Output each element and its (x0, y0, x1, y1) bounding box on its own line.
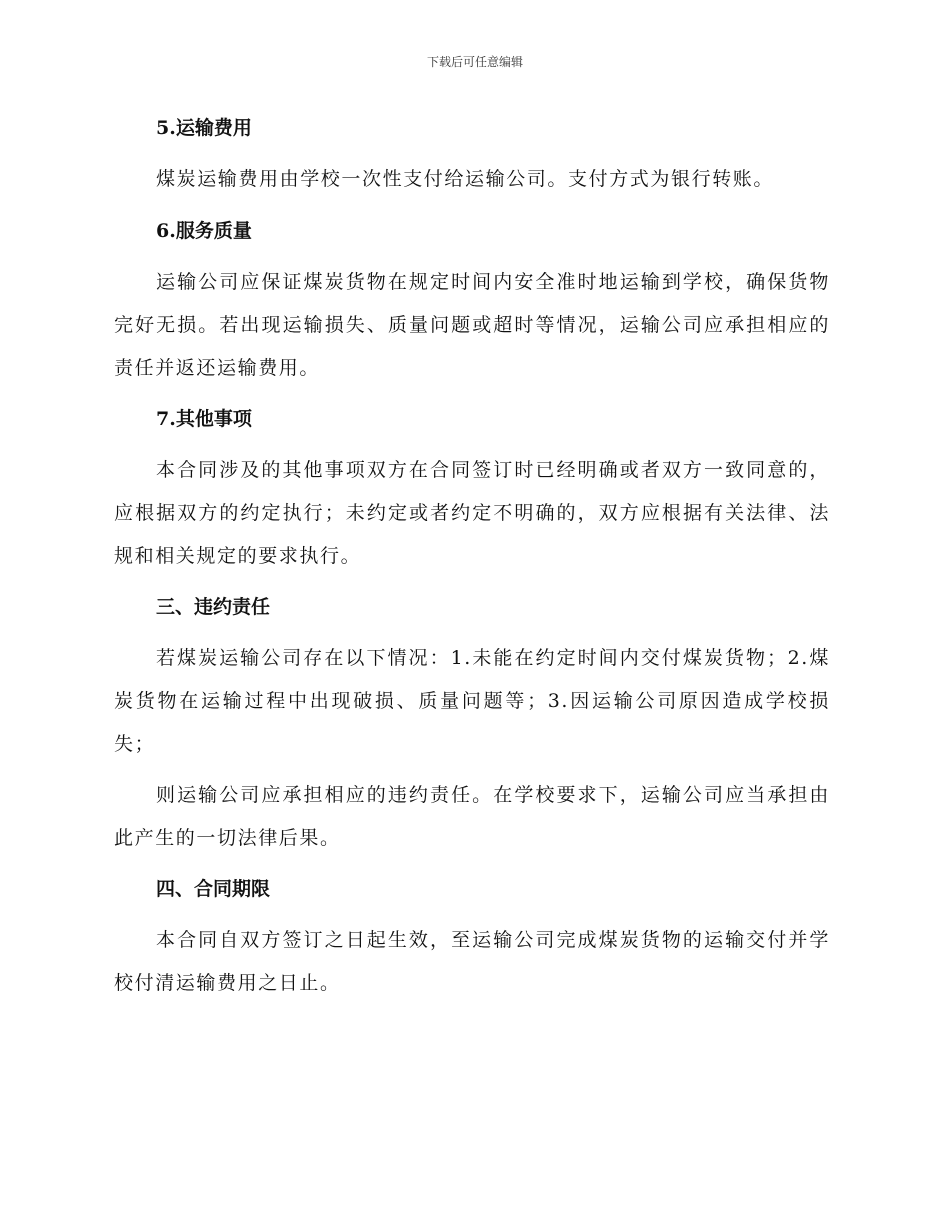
section-heading-breach: 三、违约责任 (156, 596, 271, 618)
paragraph-other-matters: 本合同涉及的其他事项双方在合同签订时已经明确或者双方一致同意的，应根据双方的约定执行；未约定或者约定不明确的，双方应根据有关法律、法规和相关规定的要求执行。 (114, 459, 830, 567)
section-heading-transport-fee: 5.运输费用 (156, 117, 252, 139)
paragraph-service-quality: 运输公司应保证煤炭货物在规定时间内安全准时地运输到学校，确保货物完好无损。若出现运输损失、质量问题或超时等情况，运输公司应承担相应的责任并返还运输费用。 (114, 271, 830, 379)
paragraph-breach-conditions: 若煤炭运输公司存在以下情况：1.未能在约定时间内交付煤炭货物；2.煤炭货物在运输过程中出现破损、质量问题等；3.因运输公司原因造成学校损失； (114, 647, 830, 755)
section-heading-term: 四、合同期限 (156, 878, 271, 900)
paragraph-transport-fee: 煤炭运输费用由学校一次性支付给运输公司。支付方式为银行转账。 (156, 168, 775, 190)
section-heading-other-matters: 7.其他事项 (156, 408, 252, 430)
section-heading-service-quality: 6.服务质量 (156, 220, 252, 242)
page-header-note: 下载后可任意编辑 (426, 55, 523, 69)
paragraph-term: 本合同自双方签订之日起生效，至运输公司完成煤炭货物的运输交付并学校付清运输费用之日止。 (114, 929, 830, 994)
paragraph-breach-liability: 则运输公司应承担相应的违约责任。在学校要求下，运输公司应当承担由此产生的一切法律后果。 (114, 784, 830, 849)
